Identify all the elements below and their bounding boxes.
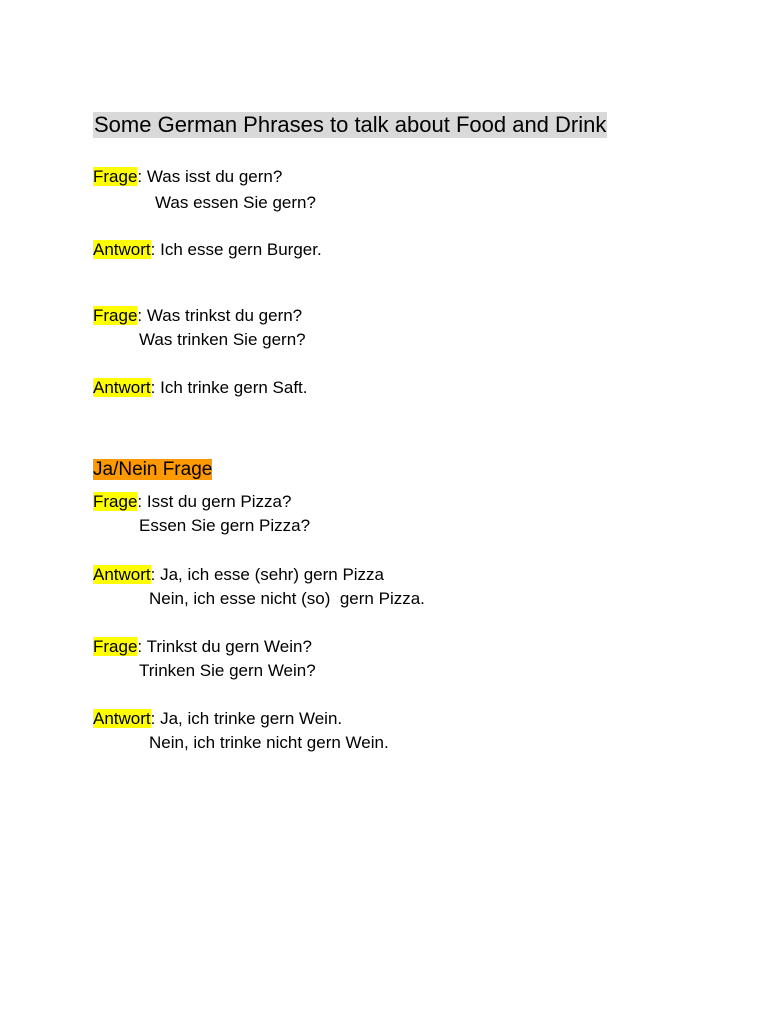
separator: : (137, 492, 147, 511)
frage-line (93, 305, 302, 327)
answer-alt-line: Nein, ich trinke nicht gern Wein. (149, 733, 389, 752)
separator: : (137, 637, 147, 656)
frage-line (93, 491, 291, 513)
antwort-line (93, 708, 342, 730)
separator: : (150, 565, 161, 584)
separator: : (150, 378, 161, 397)
answer-text: Ich esse gern Burger. (160, 240, 322, 259)
question-text: Isst du gern Pizza? (146, 492, 292, 511)
antwort-label: Antwort (93, 240, 151, 259)
separator: : (137, 306, 147, 325)
answer-text: Ja, ich esse (sehr) gern Pizza (160, 565, 385, 584)
frage-label: Frage (93, 492, 138, 511)
answer-text: Ich trinke gern Saft. (160, 378, 308, 397)
frage-line (93, 636, 312, 658)
question-text: Was isst du gern? (146, 167, 283, 186)
antwort-label: Antwort (93, 709, 151, 728)
frage-label: Frage (93, 637, 138, 656)
separator: : (150, 240, 161, 259)
question-alt-line: Was trinken Sie gern? (139, 330, 306, 349)
antwort-line (93, 564, 384, 586)
question-alt-line: Was essen Sie gern? (155, 193, 316, 212)
frage-label: Frage (93, 167, 138, 186)
antwort-line (93, 239, 322, 261)
antwort-line (93, 377, 308, 399)
antwort-label: Antwort (93, 565, 151, 584)
frage-label: Frage (93, 306, 138, 325)
section-heading-text: Ja/Nein Frage (93, 459, 213, 480)
question-text: Was trinkst du gern? (146, 306, 303, 325)
question-text: Trinkst du gern Wein? (146, 637, 312, 656)
antwort-label: Antwort (93, 378, 151, 397)
frage-line (93, 166, 282, 188)
separator: : (137, 167, 147, 186)
answer-text: Ja, ich trinke gern Wein. (160, 709, 343, 728)
page-title: Some German Phrases to talk about Food and Drink (94, 112, 607, 137)
separator: : (150, 709, 161, 728)
section-heading (93, 458, 212, 482)
answer-alt-line: Nein, ich esse nicht (so) gern Pizza. (149, 589, 425, 608)
question-alt-line: Essen Sie gern Pizza? (139, 516, 311, 535)
question-alt-line: Trinken Sie gern Wein? (139, 661, 316, 680)
